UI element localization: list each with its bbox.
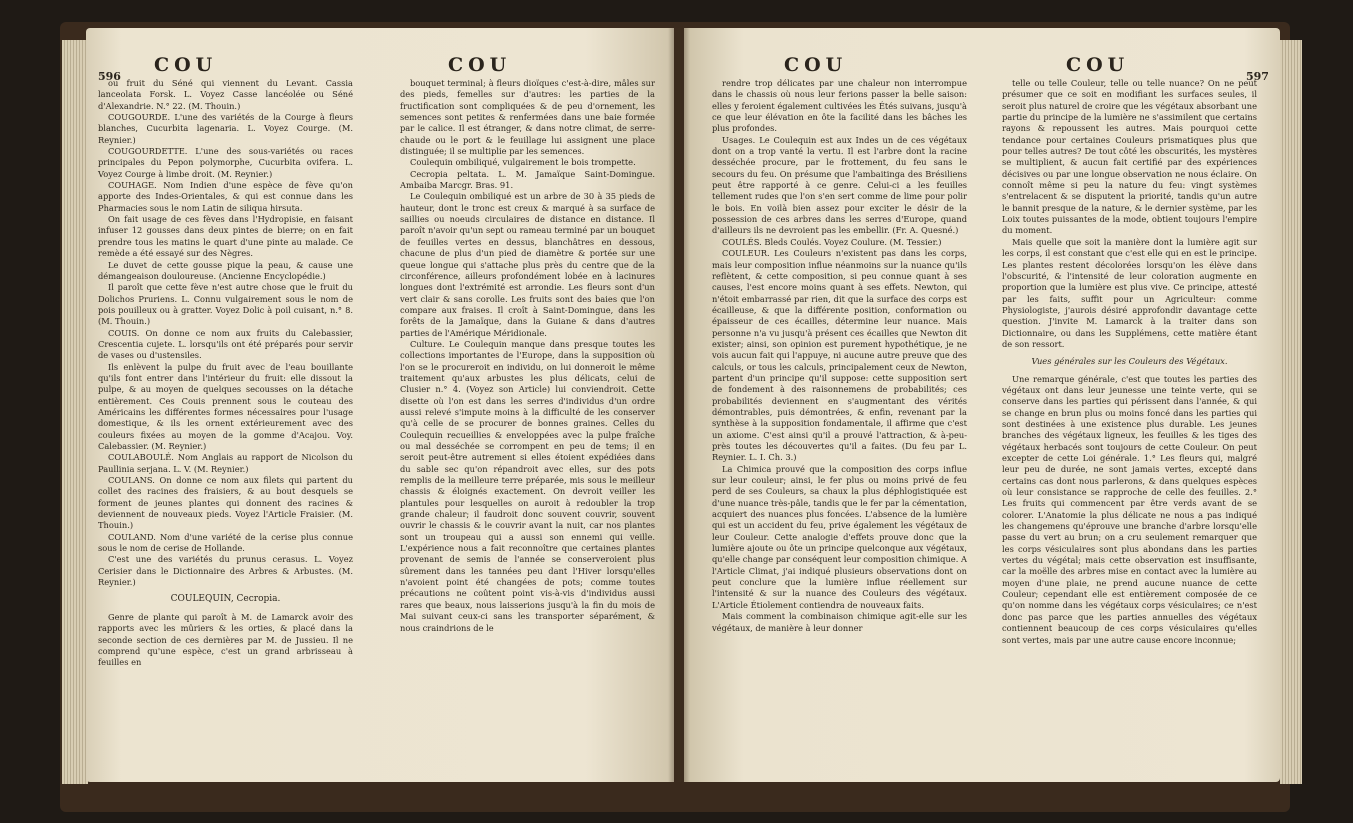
left-column-1: [98, 78, 353, 669]
paragraph: COUGOURDETTE. L'une des sous-variétés ou races principales du Pepon polymorphe, Cucurbita ovifera. L. Voyez Courge à limbe droit. (M. Reynier.): [98, 146, 353, 179]
paragraph: Genre de plante qui paroît à M. de Lamarck avoir des rapports avec les mûriers & les orties, & placé dans la seconde section de ces dernières par M. de Jussieu. Il ne comprend qu'une espèce, c'est un grand arbrisseau à feuilles en: [98, 611, 353, 668]
paragraph: bouquet terminal; à fleurs dioïques c'est-à-dire, mâles sur des pieds, femelles sur d'autres: les parties de la fructification sont compliquées & de peu d'ornement, les semences sont petites & renfermées dans une baie formée par le calice. Il est étranger, & dans notre climat, de serre-chaude ou le port & le feuillage lui assignent une place distinguée; il se multiplie par les semences.: [400, 78, 655, 157]
left-page-number: 596: [98, 70, 121, 83]
right-running-head-2: COU: [1066, 54, 1130, 76]
paragraph: COUIS. On donne ce nom aux fruits du Calebassier, Crescentia cujete. L. lorsqu'ils ont été préparés pour servir de vases ou d'ustensiles.: [98, 327, 353, 361]
paragraph: COULABOULÉ. Nom Anglais au rapport de Nicolson du Paullinia serjana. L. V. (M. Reynier.): [98, 452, 353, 474]
paragraph: Culture. Le Coulequin manque dans presque toutes les collections importantes de l'Europe, dans la supposition où l'on se le procureroit en individu, on lui donneroit le même traitement qu'aux arbustes les plus délicats, celui de Clusier n.° 4. (Voyez son Article) lui conviendroit. Cette disette où l'on est dans les serres d'individus d'un ordre aussi relevé s'impute moins à la difficulté de les conserver qu'à celle de se procurer de bonnes graines. Celles du Coulequin recueillies & enveloppées avec la pulpe fraîche ou mal desséchée se corrompent en peu de tems; il en seroit peut-être autrement si elles étoient expédiées dans du sable sec qu'on répandroit avec elles, sur des pots remplis de la meilleure terre préparée, mis sous le meilleur chassis & éloignés exactement. On devroit veiller les plantules pour lesquelles on auroit à redoubler la trop grande chaleur; il faudroit donc souvent couvrir, souvent ouvrir le chassis & le couvrir avant la nuit, car nos plantes sont un troupeau qui a aussi son ennemi qui veille. L'expérience nous a fait reconnoître que certaines plantes provenant de semis de l'année se conserveroient plus sûrement dans les tannées peu dant l'Hiver lorsqu'elles n'avoient point été changées de pots; comme toutes précautions ne coûtent point vis-à-vis d'individus aussi rares que beaux, nous laisserions jusqu'à la fin du mois de Mai suivant ceux-ci sans les transporter séparément, & nous craindrions de le: [400, 338, 655, 633]
paragraph: Une remarque générale, c'est que toutes les parties des végétaux ont dans leur jeunesse une teinte verte, qui se conserve dans les parties qui périssent dans l'année, & qui se change en brun plus ou moins foncé dans les parties qui sont destinées à une existence plus durable. Les jeunes branches des végétaux ligneux, les feuilles & les tiges des végétaux herbacés sont toujours de cette Couleur. On peut excepter de cette Loi générale. 1.° Les fleurs qui, malgré leur peu de durée, ne sont jamais vertes, excepté dans certains cas dont nous parlerons, & dans quelques espèces où leur consistance se rapproche de celle des feuilles. 2.° Les fruits qui commencent par être verds avant de se colorer. L'Anatomie la plus délicate ne nous a pas indiqué les changemens qu'éprouve une branche d'arbre lorsqu'elle passe du vert au brun; on a cru seulement remarquer que les corps vésiculaires sont plus abondans dans les parties vertes du végétal; mais cette observation est insuffisante, car la moëlle des arbres mise en contact avec la lumière au moyen d'une plaie, ne prend aucune nuance de cette Couleur; cependant elle est entièrement composée de ce qu'on nomme dans les végétaux corps vésiculaires; ce n'est donc pas parce que les parties annuelles des végétaux contiennent beaucoup de ces corps vésiculaires qu'elles sont vertes, mais par une autre cause encore inconnue;: [1002, 373, 1257, 645]
paragraph: COUGOURDE. L'une des variétés de la Courge à fleurs blanches, Cucurbita lagenaria. L. Voyez Courge. (M. Reynier.): [98, 112, 353, 145]
book-gutter: [668, 28, 690, 782]
right-running-head-1: COU: [784, 54, 848, 76]
left-column-2: [400, 78, 655, 634]
right-column-2: [1002, 78, 1257, 646]
page-edges-left: [62, 40, 88, 784]
paragraph: Vues générales sur les Couleurs des Végétaux.: [1031, 356, 1228, 367]
paragraph: COULAND. Nom d'une variété de la cerise plus connue sous le nom de cerise de Hollande.: [98, 531, 353, 554]
paragraph: COULEUR. Les Couleurs n'existent pas dans les corps, mais leur composition influe néanmoins sur la nuance qu'ils reflètent, & cette composition, si peu connue quant à ses causes, l'est encore moins quant à ses effets. Newton, qui n'étoit embarrassé par rien, dit que la surface des corps est écailleuse, & que la différente position, conformation ou épaisseur de ces écailles, détermine leur nuance. Mais personne n'a vu jusqu'à présent ces écailles que Newton dit exister; ainsi, son opinion est purement hypothétique, je ne vois aucun fait qui l'appuye, ni aucune autre preuve que des calculs, or tous les calculs, principalement ceux de Newton, partent d'un principe qu'il suppose: cette supposition sert de fondement à des raisonnemens de probabilités; ces probabilités deviennent en s'augmentant des vérités démontrables, puis démontrées, & enfin, revenant par la synthèse à la supposition fondamentale, il affirme que c'est un axiome. C'est ainsi qu'il a prouvé l'attraction, & à-peu-près toutes les découvertes qu'il a faites. (Du feu par L. Reynier. L. I. Ch. 3.): [712, 248, 967, 463]
paragraph: rendre trop délicates par une chaleur non interrompue dans le chassis où nous leur ferions passer la belle saison: elles y feroient également cultivées les Étés suivans, jusqu'à ce que leur élévation en ôte la facilité dans les bâches les plus profondes.: [712, 78, 967, 134]
right-page: [684, 28, 1280, 782]
paragraph: Mais comment la combinaison chimique agit-elle sur les végétaux, de manière à leur donner: [712, 611, 967, 633]
paragraph: ou fruit du Séné qui viennent du Levant. Cassia lanceolata Forsk. L. Voyez Casse lancéolée ou Séné d'Alexandrie. N.° 22. (M. Thouin.): [98, 78, 353, 111]
paragraph: Le duvet de cette gousse pique la peau, & cause une démangeaison douloureuse. (Ancienne Encyclopédie.): [98, 259, 353, 281]
page-edges-right: [1280, 40, 1302, 784]
paragraph: On fait usage de ces fèves dans l'Hydropisie, en faisant infuser 12 gousses dans deux pintes de bierre; on en fait prendre tous les matins le quart d'une pinte au malade. Ce remède a été essayé sur des Nègres.: [98, 214, 353, 259]
paragraph: telle ou telle Couleur, telle ou telle nuance? On ne peut présumer que ce soit en modifiant les surfaces seules, il seroit plus naturel de croire que les végétaux absorbant une partie du principe de la lumière ne s'assimilent que certains rayons & repoussent les autres. Mais pourquoi cette tendance pour certaines Couleurs prismatiques plus que pour telles autres? De tout côté les obscurités, les mystères se multiplient, & aucun fait certifié par des expériences décisives ou par une longue observation ne nous éclaire. On connoît même si peu la nature du feu: vingt systèmes s'entrelacent & se disputent la priorité, tandis qu'un autre le bannit presque de la nature, & le dernier système, par les Loix toutes puissantes de la mode, obtient toujours l'empire du moment.: [1002, 78, 1257, 236]
paragraph: Mais quelle que soit la manière dont la lumière agit sur les corps, il est constant que c'est elle qui en est le principe. Les plantes restent décolorées lorsqu'on les élève dans l'obscurité, & l'intensité de leur coloration augmente en proportion que la lumière est plus vive. Ce principe, attesté par les faits, suffit pour un Agriculteur: comme Physiologiste, j'aurois désiré approfondir davantage cette question. J'invite M. Lamarck à la traiter dans son Dictionnaire, ou dans les Supplémens, cette matière étant de son ressort.: [1002, 236, 1257, 349]
paragraph: COULÉS. Bleds Coulés. Voyez Coulure. (M. Tessier.): [722, 236, 942, 247]
paragraph: COULANS. On donne ce nom aux filets qui partent du collet des racines des fraisiers, & au bout desquels se forment de jeunes plantes qui donnent des racines & deviennent de nouveaux pieds. Voyez l'Article Fraisier. (M. Thouin.): [98, 475, 353, 531]
paragraph: Cecropia peltata. L. M. Jamaïque Saint-Domingue. Ambaiba Marcgr. Bras. 91.: [400, 168, 655, 191]
paragraph: COUHAGE. Nom Indien d'une espèce de fève qu'on apporte des Indes-Orientales, & qui est connue dans les Pharmacies sous le nom Latin de siliqua hirsuta.: [98, 180, 353, 213]
left-running-head-1: COU: [154, 54, 218, 76]
paragraph: Il paroît que cette fève n'est autre chose que le fruit du Dolichos Pruriens. L. Connu vulgairement sous le nom de pois pouilleux ou à gratter. Voyez Dolic à poil cuisant, n.° 8. (M. Thouin.): [98, 282, 353, 327]
paragraph: Usages. Le Coulequin est aux Indes un de ces végétaux dont on a trop vanté la vertu. Il est l'arbre dont la racine desséchée procure, par le frottement, du feu sans le secours du feu. On présume que l'ambaitinga des Brésiliens peut être rapporté à ce genre. Celui-ci a les feuilles tellement rudes que l'on s'en sert comme de lime pour polir le bois. En voilà bien assez pour exciter le désir de la possession de ces arbres dans les serres d'Europe, quand d'ailleurs ils ne devroient pas les embellir. (Fr. A. Quesné.): [712, 134, 967, 236]
paragraph: Ils enlèvent la pulpe du fruit avec de l'eau bouillante qu'ils font entrer dans l'intérieur du fruit: elle dissout la pulpe, & au moyen de quelques secousses on la détache entièrement. Ces Couis prennent sous le couteau des Américains les différentes formes nécessaires pour l'usage domestique, & ils les ornent extérieurement avec des couleurs fixées au moyen de la gomme d'Acajou. Voy. Calebassier. (M. Reynier.): [98, 361, 353, 451]
right-column-1: [712, 78, 967, 634]
paragraph: COULEQUIN, Cecropia.: [170, 594, 281, 605]
left-page: [86, 28, 674, 782]
paragraph: Coulequin ombiliqué, vulgairement le bois trompette.: [410, 157, 636, 168]
paragraph: La Chimica prouvé que la composition des corps influe sur leur couleur; ainsi, le fer plus ou moins privé de feu perd de ses Couleurs, sa chaux la plus déphlogistiquée est d'une nuance très-pâle, tandis que le fer par la cémentation, acquiert des nuances plus foncées. L'absence de la lumière qui est un accident du feu, prive également les végétaux de leur Couleur. Cette analogie d'effets prouve donc que la lumière ajoute ou ôte un principe quelconque aux végétaux, qu'elle change par conséquent leur composition chimique. A l'Article Climat, j'ai indiqué plusieurs observations dont on peut conclure que la lumière influe réellement sur l'intensité & sur la nuance des Couleurs des végétaux. L'Article Étiolement contiendra de nouveaux faits.: [712, 463, 967, 610]
paragraph: C'est une des variétés du prunus cerasus. L. Voyez Cerisier dans le Dictionnaire des Arbres & Arbustes. (M. Reynier.): [98, 554, 353, 588]
paragraph: Le Coulequin ombiliqué est un arbre de 30 à 35 pieds de hauteur, dont le tronc est creux & marqué à sa surface de saillies ou noeuds circulaires de distance en distance. Il paroît n'avoir qu'un sept ou rameau terminé par un bouquet de feuilles vertes en dessus, blanchâtres en dessous, chacune de plus d'un pied de diamètre & portée sur une queue longue qui s'attache plus près du centre que de la circonférence, ailleurs profondément lobée en à lacinures longues dont l'extrémité est arrondie. Les fleurs sont d'un vert clair & sans corolle. Les fruits sont des baies que l'on compare aux fraises. Il croît à Saint-Domingue, dans les forêts de la Jamaïque, dans la Guiane & dans d'autres parties de l'Amérique Méridionale.: [400, 191, 655, 338]
right-page-number: 597: [1246, 70, 1269, 83]
left-running-head-2: COU: [448, 54, 512, 76]
